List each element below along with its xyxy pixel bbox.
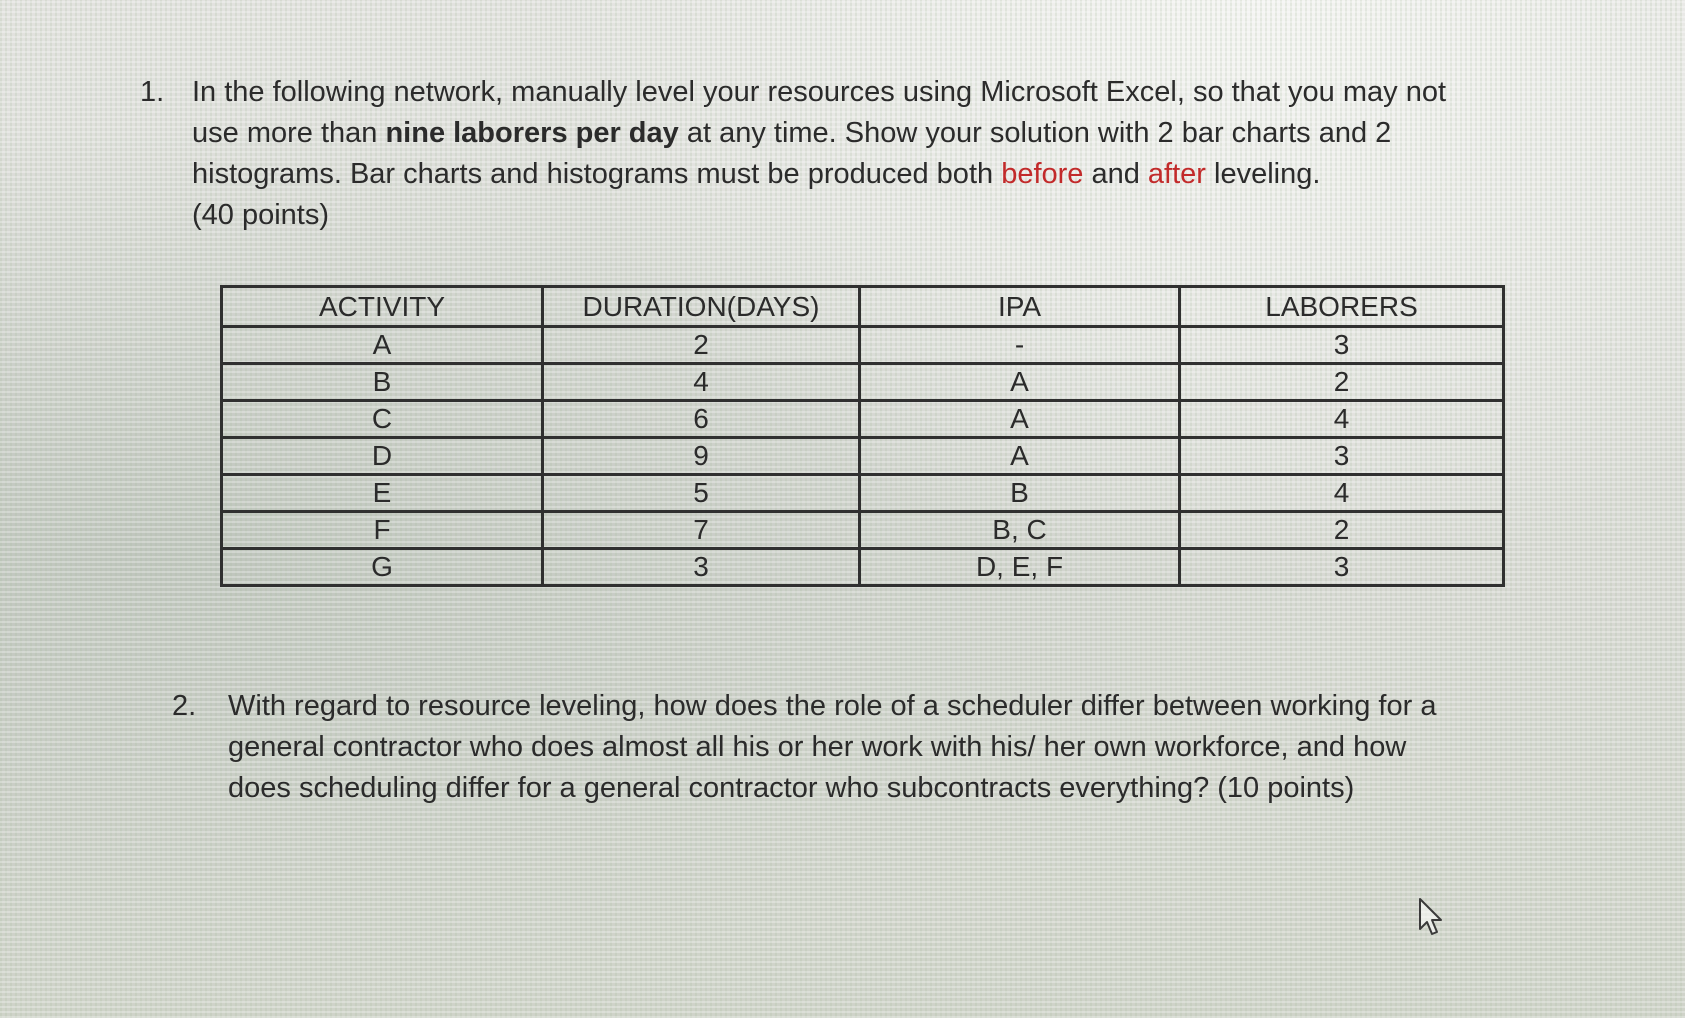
table-row xyxy=(222,401,1504,438)
cell-duration: 7 xyxy=(543,512,860,549)
cell-duration: 3 xyxy=(543,549,860,586)
cell-activity: C xyxy=(222,401,543,438)
cell-laborers: 3 xyxy=(1180,438,1504,475)
table-row xyxy=(222,512,1504,549)
table-header-row xyxy=(222,287,1504,327)
question-1-bold-text: nine laborers per day xyxy=(385,117,679,149)
cell-ipa: A xyxy=(860,438,1180,475)
cell-activity: D xyxy=(222,438,543,475)
question-1 xyxy=(140,72,1480,236)
cell-duration: 6 xyxy=(543,401,860,438)
table-row xyxy=(222,327,1504,364)
header-duration: DURATION(DAYS) xyxy=(543,287,860,327)
cell-duration: 9 xyxy=(543,438,860,475)
cell-laborers: 4 xyxy=(1180,475,1504,512)
cell-ipa: A xyxy=(860,364,1180,401)
question-1-before-word: before xyxy=(1001,158,1084,190)
question-2-number: 2. xyxy=(172,690,197,722)
network-table-container xyxy=(220,285,1502,587)
cell-ipa: B xyxy=(860,475,1180,512)
cell-activity: E xyxy=(222,475,543,512)
question-1-text-c: and xyxy=(1083,158,1148,190)
mouse-pointer-icon xyxy=(1418,897,1444,937)
header-laborers: LABORERS xyxy=(1180,287,1504,327)
question-2-text: With regard to resource leveling, how does the role of a scheduler differ between working for a general contractor who does almost all his or her work with his/ her own workforce, and how does scheduling differ for a general contractor who subcontracts everything? (10 points) xyxy=(228,690,1437,804)
cell-ipa: - xyxy=(860,327,1180,364)
cell-activity: G xyxy=(222,549,543,586)
cell-activity: B xyxy=(222,364,543,401)
question-2 xyxy=(172,686,1442,809)
question-1-points: (40 points) xyxy=(192,199,330,231)
question-1-text-d: leveling. xyxy=(1205,158,1321,190)
header-activity: ACTIVITY xyxy=(222,287,543,327)
cell-laborers: 2 xyxy=(1180,512,1504,549)
table-row xyxy=(222,438,1504,475)
table-row xyxy=(222,364,1504,401)
table-row xyxy=(222,475,1504,512)
cell-duration: 4 xyxy=(543,364,860,401)
cell-activity: A xyxy=(222,327,543,364)
cell-laborers: 3 xyxy=(1180,327,1504,364)
cell-laborers: 4 xyxy=(1180,401,1504,438)
question-1-body xyxy=(192,72,1480,236)
cell-laborers: 2 xyxy=(1180,364,1504,401)
table-row xyxy=(222,549,1504,586)
cell-activity: F xyxy=(222,512,543,549)
question-1-number: 1. xyxy=(140,76,165,108)
cell-duration: 2 xyxy=(543,327,860,364)
cell-duration: 5 xyxy=(543,475,860,512)
question-1-after-word: after xyxy=(1147,158,1206,190)
cell-laborers: 3 xyxy=(1180,549,1504,586)
network-table xyxy=(220,285,1505,587)
cell-ipa: D, E, F xyxy=(860,549,1180,586)
header-ipa: IPA xyxy=(860,287,1180,327)
question-1-text-b: at any time. Show your solution with 2 bar charts and 2 histograms. Bar charts and histograms must be produced both xyxy=(192,117,1392,190)
cell-ipa: A xyxy=(860,401,1180,438)
question-1-text-a: In the following network, manually level your resources using Microsoft Excel, so that you may not use more than xyxy=(192,76,1447,149)
cell-ipa: B, C xyxy=(860,512,1180,549)
